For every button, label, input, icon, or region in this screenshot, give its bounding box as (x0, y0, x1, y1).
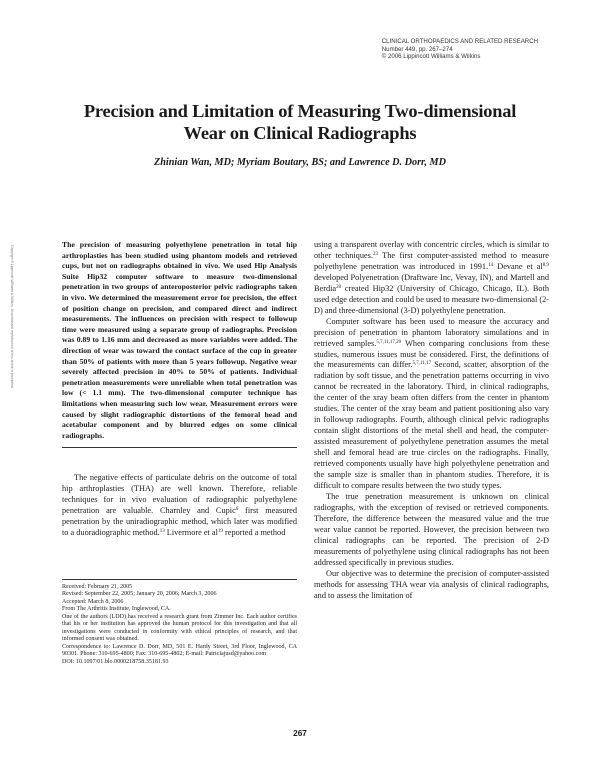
citation: 8,9 (542, 262, 549, 268)
citation: 23 (372, 251, 378, 257)
body-text: Devane et al (493, 261, 543, 271)
citation: 6 (235, 507, 239, 513)
title-line-1: Precision and Limitation of Measuring Two-dimensional (83, 101, 517, 121)
body-paragraph-1 (314, 240, 549, 317)
institution: From The Arthritis Institute, Inglewood, CA. (62, 606, 171, 613)
abstract-divider (62, 447, 297, 448)
citation: 13 (159, 529, 165, 535)
intro-text-a: The negative effects of particulate debris on the outcome of total hip arthroplasties (THA) are well known. Therefore, reliable techniques for in vivo evaluation of radiographic polyethylene penetration are valuable. Charnley and Cupic (62, 473, 297, 516)
body-text: Second, scatter, absorption of the radiation by soft tissue, and the penetration patterns occurring in vivo cannot be recreated in the laboratory. Third, in clinical radiographs, the center of the xray beam often differs from the center in phantom studies. The center of the xray beam and patient positioning also vary in followup radiographs. Fourth, although clinical pelvic radiographs contain slight distortions of the metal shell and head, the computer-assisted measurement of polyethylene penetration assumes the metal shell and femoral head are true circles on the radiographs. Finally, retrieved components usually have high polyethylene penetration and the sample size is smaller than in phantom studies. Therefore, it is difficult to compare results between the two study types. (314, 360, 549, 490)
copyright-sidebar (6, 245, 16, 425)
intro-text-b: first measured penetration by the uniradiographic method, which later was modified to a duoradiographic method. (62, 506, 297, 538)
body-text: created Hip32 (University of Chicago, Chicago, IL). Both used edge detection and could be used to measure two-dimensional (2-D) and three-dimensional (3-D) polyethylene penetration. (314, 283, 550, 315)
citation: 19 (217, 529, 223, 535)
citation: 5,7,11,17,20 (376, 339, 402, 345)
body-paragraph-4: Our objective was to determine the precision of computer-assisted methods for assessing THA wear via analysis of clinical radiographs, and to assess the limitation of (314, 568, 549, 600)
abstract: The precision of measuring polyethylene penetration in total hip arthroplasties has been studied using phantom models and retrieved cups, but not on radiographs obtained in vivo. We used Hip Analysis Suite Hip32 computer software to measure two-dimensional penetration in two groups of anteroposterior pelvic radiographs taken in vivo. We determined the measurement error for precision, the effect of position change on precision, and compared direct and indirect measurements. The influences on precision with respect to followup time were measured using a separate group of radiographs. Precision was 0.89 to 1.16 mm and decreased as more variables were added. The direction of wear was toward the contact surface of the cup in greater than 50% of patients with more than 5 years followup. Negative wear severely affected precision in 40% to 50% of patients. Individual penetration measurements were unreliable when total penetration was low (< 1.1 mm). The two-dimensional computer technique has limitations when measuring such low wear. Measurement errors were caused by slight radiographic distortions of the femoral head and acetabular component and by blurred edges on some clinical radiographs. (62, 240, 297, 440)
body-paragraph-2 (314, 317, 549, 492)
journal-header (382, 38, 538, 61)
intro-text-d: reported a method (222, 528, 286, 538)
citation: 20 (336, 284, 342, 290)
citation: 14 (488, 262, 494, 268)
accepted-date: Accepted: March 8, 2006 (62, 598, 124, 605)
citation: 5,7,11,17 (412, 361, 432, 367)
body-text: developed Polyenetration (Draftware Inc, Vevay, IN), and Martell and Berdia (314, 272, 549, 293)
body-text: using a transparent overlay with concentric circles, which is similar to other techniques. (314, 240, 549, 260)
page-number: 267 (293, 729, 307, 738)
intro-text-c: Livermore et al (164, 528, 218, 538)
intro-paragraph (62, 473, 297, 539)
revised-dates: Revised: September 22, 2005; January 20, 2006; March 3, 2006 (62, 591, 217, 598)
doi: DOI: 10.1097/01.blo.0000218758.35181.93 (62, 658, 169, 665)
journal-copyright: © 2006 Lippincott Williams & Wilkins (381, 53, 481, 61)
received-date: Received: February 21, 2005 (62, 584, 133, 590)
right-column (314, 240, 549, 601)
author-list: Zhinian Wan, MD; Myriam Boutary, BS; and Lawrence D. Dorr, MD (154, 157, 446, 168)
body-text: The first computer-assisted method to measure polyethylene penetration was introduced in 1991. (314, 250, 549, 271)
disclosure: One of the authors (LDD) has received a research grant from Zimmer Inc. Each author certifies that his or her institution has approved the human protocol for this investigation and that all investigations were conducted in conformity with ethical principles of research, and that informed consent was obtained. (62, 613, 297, 643)
title-line-2: Wear on Clinical Radiographs (183, 123, 417, 143)
journal-name: CLINICAL ORTHOPAEDICS AND RELATED RESEARCH (381, 38, 538, 45)
correspondence: Correspondence to: Lawrence D. Dorr, MD, 501 E. Hardy Street, 3rd Floor, Inglewood, CA 90301. Phone: 310-695-4800; Fax: 310-695-4802; E-mail: Patriciajusd@yahoo.com (62, 643, 297, 658)
footnotes (62, 579, 297, 666)
copyright-sidebar-text: Copyright © Lippincott Williams & Wilkins. Unauthorized reproduction of this article is prohibited. (10, 245, 14, 389)
body-text: When comparing conclusions from these studies, numerous issues must be considered. First, the definitions of the measurements can differ. (314, 338, 549, 370)
body-paragraph-3: The true penetration measurement is unknown on clinical radiographs, with the exception of revised or retrieved components. Therefore, the difference between the measured value and the true wear value cannot be reported. However, the precision between two clinical radiographs can be reported. The precision of 2-D measurements of polyethylene using clinical radiographs has not been addressed specifically in previous studies. (314, 491, 549, 567)
article-title (60, 100, 540, 144)
body-text: Computer software has been used to measure the accuracy and precision of penetration in phantom laboratory simulations and in retrieved samples. (314, 316, 549, 348)
left-column (62, 240, 297, 539)
journal-issue: Number 449, pp. 267–274 (381, 45, 453, 53)
